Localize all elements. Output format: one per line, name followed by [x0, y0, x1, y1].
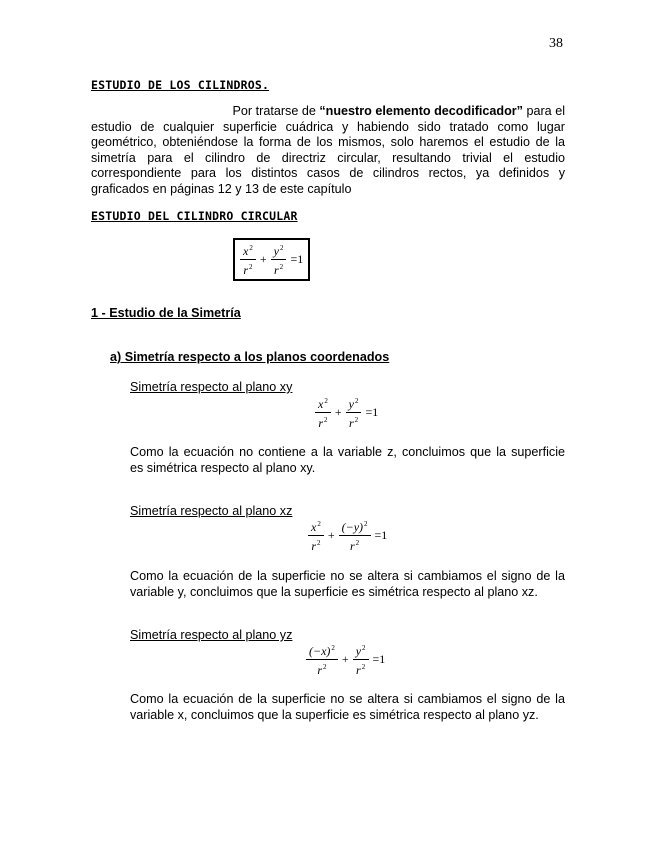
xz-line-1: Como la ecuación de la superficie no se altera si cambiamos el signo de la [130, 569, 565, 583]
xz-equation: $\frac{x^2}{r^2}$ + $\frac{(-y)^2}{r^2}$ =1 [306, 518, 389, 553]
intro-line-6: graficados en páginas 12 y 13 de este capítulo [91, 181, 352, 196]
page-number: 38 [549, 36, 563, 51]
yz-title: Simetría respecto al plano yz [130, 628, 293, 642]
intro-bold-phrase: “nuestro elemento decodificador” [319, 104, 523, 118]
subsection-a-title: a) Simetría respecto a los planos coordenados [110, 350, 390, 364]
xy-equation: $\frac{x^2}{r^2}$ + $\frac{y^2}{r^2}$ =1 [313, 395, 380, 430]
intro-line-3: geométrico, obteniéndose la forma de los mismos, solo haremos el estudio de la [91, 135, 565, 150]
main-equation [233, 238, 310, 281]
xz-title: Simetría respecto al plano xz [130, 504, 293, 518]
heading-estudio-cilindros: ESTUDIO DE LOS CILINDROS. [91, 78, 270, 92]
plus-sign: + [259, 252, 267, 266]
xz-line-2: variable y, concluimos que la superficie es simétrica respecto al plano xz. [130, 584, 538, 599]
fraction-y-over-r: $\frac{y^2}{r^2}$ [271, 242, 287, 277]
xy-line-2: es simétrica respecto al plano xy. [130, 460, 316, 475]
fraction-x-over-r: $\frac{x^2}{r^2}$ [240, 242, 256, 277]
yz-equation: $\frac{(-x)^2}{r^2}$ + $\frac{y^2}{r^2}$ =1 [304, 642, 387, 677]
heading-cilindro-circular: ESTUDIO DEL CILINDRO CIRCULAR [91, 209, 298, 223]
xy-explanation [130, 445, 565, 476]
intro-line-1 [91, 104, 565, 120]
section-1-title: 1 - Estudio de la Simetría [91, 306, 241, 320]
yz-explanation [130, 692, 565, 723]
intro-lead: Por tratarse de [232, 104, 316, 118]
equals-one: =1 [290, 252, 304, 266]
yz-line-1: Como la ecuación de la superficie no se altera si cambiamos el signo de la [130, 692, 565, 706]
xy-title: Simetría respecto al plano xy [130, 380, 293, 394]
xy-line-1: Como la ecuación no contiene a la variable z, concluimos que la superficie [130, 445, 565, 459]
yz-line-2: variable x, concluimos que la superficie es simétrica respecto al plano yz. [130, 707, 539, 722]
intro-line-4: simetría para el cilindro de directriz circular, resultando trivial el estudio [91, 150, 565, 165]
intro-after-bold: para el [526, 104, 565, 118]
xz-explanation [130, 569, 565, 600]
intro-paragraph [91, 104, 565, 198]
intro-line-2: estudio de cualquier superficie cuádrica y habiendo sido tratado como lugar [91, 119, 565, 134]
intro-line-5: correspondiente para los distintos casos de cilindros rectos, ya definidos y [91, 166, 565, 181]
